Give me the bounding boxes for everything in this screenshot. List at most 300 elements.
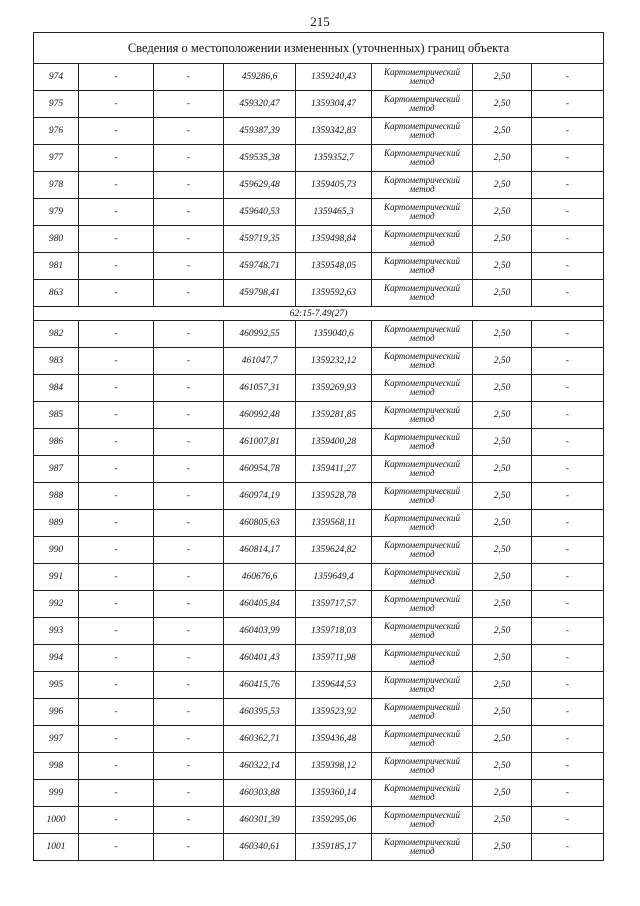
description-cell: -	[532, 645, 604, 672]
method-cell	[372, 118, 473, 145]
description-cell: -	[532, 348, 604, 375]
x-new-cell: 460814,17	[224, 537, 296, 564]
y-new-cell: 1359240,43	[296, 64, 372, 91]
x-old-cell: -	[79, 591, 154, 618]
y-new-cell: 1359400,28	[296, 429, 372, 456]
table-row	[34, 145, 604, 172]
method-line-2: метод	[409, 522, 435, 532]
x-new-cell: 460676,6	[224, 564, 296, 591]
point-number-cell: 986	[34, 429, 79, 456]
y-old-cell: -	[154, 753, 224, 780]
boundary-coordinates-table	[33, 32, 604, 861]
accuracy-cell: 2,50	[473, 375, 532, 402]
accuracy-cell: 2,50	[473, 64, 532, 91]
table-row	[34, 118, 604, 145]
x-old-cell: -	[79, 199, 154, 226]
x-new-cell: 460301,39	[224, 807, 296, 834]
section-heading: 62:15-7.49(27)	[34, 307, 604, 321]
y-new-cell: 1359232,12	[296, 348, 372, 375]
point-number-cell: 985	[34, 402, 79, 429]
y-old-cell: -	[154, 145, 224, 172]
method-line-1: Картометрический	[383, 67, 460, 77]
y-old-cell: -	[154, 199, 224, 226]
method-line-1: Картометрический	[383, 405, 460, 415]
x-old-cell: -	[79, 699, 154, 726]
accuracy-cell: 2,50	[473, 226, 532, 253]
x-new-cell: 461057,31	[224, 375, 296, 402]
method-cell	[372, 348, 473, 375]
table-row	[34, 172, 604, 199]
table-row	[34, 348, 604, 375]
table-row	[34, 753, 604, 780]
x-new-cell: 461007,81	[224, 429, 296, 456]
accuracy-cell: 2,50	[473, 402, 532, 429]
method-cell	[372, 834, 473, 861]
method-line-2: метод	[409, 441, 435, 451]
method-line-2: метод	[409, 495, 435, 505]
point-number-cell: 863	[34, 280, 79, 307]
point-number-cell: 1001	[34, 834, 79, 861]
method-line-1: Картометрический	[383, 351, 460, 361]
accuracy-cell: 2,50	[473, 348, 532, 375]
table-row	[34, 726, 604, 753]
point-number-cell: 981	[34, 253, 79, 280]
description-cell: -	[532, 834, 604, 861]
description-cell: -	[532, 807, 604, 834]
method-line-2: метод	[409, 238, 435, 248]
table-row	[34, 429, 604, 456]
method-line-1: Картометрический	[383, 256, 460, 266]
y-new-cell: 1359568,11	[296, 510, 372, 537]
method-line-1: Картометрический	[383, 648, 460, 658]
point-number-cell: 988	[34, 483, 79, 510]
x-old-cell: -	[79, 172, 154, 199]
method-line-2: метод	[409, 387, 435, 397]
y-old-cell: -	[154, 537, 224, 564]
accuracy-cell: 2,50	[473, 726, 532, 753]
y-new-cell: 1359352,7	[296, 145, 372, 172]
description-cell: -	[532, 753, 604, 780]
description-cell: -	[532, 483, 604, 510]
x-new-cell: 459535,38	[224, 145, 296, 172]
table-row	[34, 618, 604, 645]
point-number-cell: 980	[34, 226, 79, 253]
method-cell	[372, 64, 473, 91]
point-number-cell: 979	[34, 199, 79, 226]
point-number-cell: 975	[34, 91, 79, 118]
method-line-1: Картометрический	[383, 756, 460, 766]
y-old-cell: -	[154, 672, 224, 699]
method-line-1: Картометрический	[383, 202, 460, 212]
table-row	[34, 807, 604, 834]
point-number-cell: 976	[34, 118, 79, 145]
accuracy-cell: 2,50	[473, 564, 532, 591]
method-line-1: Картометрический	[383, 729, 460, 739]
method-cell	[372, 726, 473, 753]
y-old-cell: -	[154, 807, 224, 834]
y-new-cell: 1359342,83	[296, 118, 372, 145]
x-new-cell: 459320,47	[224, 91, 296, 118]
method-line-1: Картометрический	[383, 324, 460, 334]
description-cell: -	[532, 199, 604, 226]
method-line-2: метод	[409, 414, 435, 424]
method-line-2: метод	[409, 576, 435, 586]
point-number-cell: 995	[34, 672, 79, 699]
method-line-2: метод	[409, 333, 435, 343]
x-old-cell: -	[79, 780, 154, 807]
method-line-2: метод	[409, 711, 435, 721]
y-old-cell: -	[154, 64, 224, 91]
accuracy-cell: 2,50	[473, 321, 532, 348]
method-line-2: метод	[409, 103, 435, 113]
x-new-cell: 460401,43	[224, 645, 296, 672]
y-new-cell: 1359405,73	[296, 172, 372, 199]
x-old-cell: -	[79, 118, 154, 145]
table-row	[34, 64, 604, 91]
y-new-cell: 1359649,4	[296, 564, 372, 591]
method-line-2: метод	[409, 792, 435, 802]
method-line-2: метод	[409, 684, 435, 694]
y-old-cell: -	[154, 118, 224, 145]
method-cell	[372, 753, 473, 780]
method-cell	[372, 253, 473, 280]
description-cell: -	[532, 226, 604, 253]
point-number-cell: 997	[34, 726, 79, 753]
x-new-cell: 460954,78	[224, 456, 296, 483]
description-cell: -	[532, 280, 604, 307]
description-cell: -	[532, 618, 604, 645]
description-cell: -	[532, 91, 604, 118]
accuracy-cell: 2,50	[473, 672, 532, 699]
method-line-1: Картометрический	[383, 594, 460, 604]
x-new-cell: 460403,99	[224, 618, 296, 645]
table-row	[34, 780, 604, 807]
y-new-cell: 1359498,84	[296, 226, 372, 253]
method-cell	[372, 429, 473, 456]
method-line-1: Картометрический	[383, 94, 460, 104]
point-number-cell: 990	[34, 537, 79, 564]
method-cell	[372, 145, 473, 172]
description-cell: -	[532, 672, 604, 699]
x-old-cell: -	[79, 402, 154, 429]
table-row	[34, 672, 604, 699]
x-new-cell: 460415,76	[224, 672, 296, 699]
method-line-1: Картометрический	[383, 229, 460, 239]
y-old-cell: -	[154, 780, 224, 807]
y-new-cell: 1359465,3	[296, 199, 372, 226]
method-cell	[372, 456, 473, 483]
y-old-cell: -	[154, 591, 224, 618]
method-line-2: метод	[409, 265, 435, 275]
x-new-cell: 459748,71	[224, 253, 296, 280]
x-old-cell: -	[79, 91, 154, 118]
y-old-cell: -	[154, 564, 224, 591]
x-old-cell: -	[79, 753, 154, 780]
x-old-cell: -	[79, 618, 154, 645]
table-row	[34, 645, 604, 672]
x-old-cell: -	[79, 253, 154, 280]
y-old-cell: -	[154, 726, 224, 753]
method-line-1: Картометрический	[383, 540, 460, 550]
method-cell	[372, 537, 473, 564]
y-new-cell: 1359717,57	[296, 591, 372, 618]
method-line-2: метод	[409, 630, 435, 640]
method-line-1: Картометрический	[383, 567, 460, 577]
method-cell	[372, 280, 473, 307]
description-cell: -	[532, 537, 604, 564]
method-line-2: метод	[409, 360, 435, 370]
y-old-cell: -	[154, 618, 224, 645]
y-new-cell: 1359436,48	[296, 726, 372, 753]
x-new-cell: 460805,63	[224, 510, 296, 537]
y-old-cell: -	[154, 280, 224, 307]
y-new-cell: 1359411,27	[296, 456, 372, 483]
point-number-cell: 984	[34, 375, 79, 402]
point-number-cell: 977	[34, 145, 79, 172]
method-line-1: Картометрический	[383, 459, 460, 469]
method-line-1: Картометрический	[383, 175, 460, 185]
method-cell	[372, 321, 473, 348]
x-old-cell: -	[79, 564, 154, 591]
table-row	[34, 699, 604, 726]
method-line-2: метод	[409, 468, 435, 478]
accuracy-cell: 2,50	[473, 199, 532, 226]
description-cell: -	[532, 172, 604, 199]
description-cell: -	[532, 564, 604, 591]
accuracy-cell: 2,50	[473, 645, 532, 672]
method-line-2: метод	[409, 157, 435, 167]
method-cell	[372, 199, 473, 226]
y-new-cell: 1359711,98	[296, 645, 372, 672]
y-old-cell: -	[154, 834, 224, 861]
accuracy-cell: 2,50	[473, 429, 532, 456]
x-old-cell: -	[79, 280, 154, 307]
x-new-cell: 460974,19	[224, 483, 296, 510]
point-number-cell: 1000	[34, 807, 79, 834]
accuracy-cell: 2,50	[473, 699, 532, 726]
table-row	[34, 456, 604, 483]
x-new-cell: 459629,48	[224, 172, 296, 199]
point-number-cell: 987	[34, 456, 79, 483]
point-number-cell: 974	[34, 64, 79, 91]
page-number: 215	[310, 14, 330, 29]
table-row	[34, 591, 604, 618]
table-row	[34, 375, 604, 402]
method-line-2: метод	[409, 765, 435, 775]
y-new-cell: 1359281,85	[296, 402, 372, 429]
x-old-cell: -	[79, 226, 154, 253]
method-cell	[372, 699, 473, 726]
point-number-cell: 982	[34, 321, 79, 348]
method-line-1: Картометрический	[383, 810, 460, 820]
method-cell	[372, 807, 473, 834]
table-row	[34, 199, 604, 226]
table-row	[34, 564, 604, 591]
table-row	[34, 537, 604, 564]
y-old-cell: -	[154, 429, 224, 456]
description-cell: -	[532, 699, 604, 726]
x-new-cell: 460992,55	[224, 321, 296, 348]
table-row	[34, 253, 604, 280]
method-line-1: Картометрический	[383, 621, 460, 631]
method-line-2: метод	[409, 846, 435, 856]
method-cell	[372, 510, 473, 537]
y-old-cell: -	[154, 253, 224, 280]
method-line-2: метод	[409, 184, 435, 194]
description-cell: -	[532, 591, 604, 618]
table-row	[34, 321, 604, 348]
y-new-cell: 1359624,82	[296, 537, 372, 564]
method-line-1: Картометрический	[383, 702, 460, 712]
point-number-cell: 996	[34, 699, 79, 726]
method-cell	[372, 645, 473, 672]
method-line-1: Картометрический	[383, 675, 460, 685]
table-row	[34, 483, 604, 510]
x-new-cell: 460322,14	[224, 753, 296, 780]
table-row	[34, 226, 604, 253]
y-new-cell: 1359360,14	[296, 780, 372, 807]
accuracy-cell: 2,50	[473, 780, 532, 807]
method-line-1: Картометрический	[383, 148, 460, 158]
method-line-2: метод	[409, 76, 435, 86]
x-old-cell: -	[79, 672, 154, 699]
y-old-cell: -	[154, 456, 224, 483]
x-new-cell: 459387,39	[224, 118, 296, 145]
method-line-1: Картометрический	[383, 783, 460, 793]
accuracy-cell: 2,50	[473, 483, 532, 510]
method-line-1: Картометрический	[383, 121, 460, 131]
description-cell: -	[532, 64, 604, 91]
description-cell: -	[532, 145, 604, 172]
method-line-2: метод	[409, 292, 435, 302]
x-new-cell: 459286,6	[224, 64, 296, 91]
x-old-cell: -	[79, 807, 154, 834]
point-number-cell: 994	[34, 645, 79, 672]
method-cell	[372, 564, 473, 591]
table-row	[34, 402, 604, 429]
y-new-cell: 1359528,78	[296, 483, 372, 510]
method-cell	[372, 226, 473, 253]
x-old-cell: -	[79, 456, 154, 483]
method-line-2: метод	[409, 549, 435, 559]
x-old-cell: -	[79, 64, 154, 91]
x-new-cell: 461047,7	[224, 348, 296, 375]
accuracy-cell: 2,50	[473, 591, 532, 618]
y-old-cell: -	[154, 91, 224, 118]
accuracy-cell: 2,50	[473, 618, 532, 645]
y-new-cell: 1359040,6	[296, 321, 372, 348]
table-row	[34, 834, 604, 861]
accuracy-cell: 2,50	[473, 807, 532, 834]
method-line-2: метод	[409, 603, 435, 613]
method-line-2: метод	[409, 211, 435, 221]
accuracy-cell: 2,50	[473, 118, 532, 145]
x-new-cell: 460992,48	[224, 402, 296, 429]
method-cell	[372, 91, 473, 118]
description-cell: -	[532, 402, 604, 429]
description-cell: -	[532, 726, 604, 753]
method-cell	[372, 618, 473, 645]
x-old-cell: -	[79, 375, 154, 402]
point-number-cell: 992	[34, 591, 79, 618]
method-line-1: Картометрический	[383, 513, 460, 523]
x-old-cell: -	[79, 145, 154, 172]
method-line-2: метод	[409, 819, 435, 829]
y-new-cell: 1359718,03	[296, 618, 372, 645]
method-cell	[372, 402, 473, 429]
x-old-cell: -	[79, 645, 154, 672]
y-old-cell: -	[154, 510, 224, 537]
y-old-cell: -	[154, 226, 224, 253]
point-number-cell: 998	[34, 753, 79, 780]
accuracy-cell: 2,50	[473, 456, 532, 483]
y-new-cell: 1359185,17	[296, 834, 372, 861]
x-old-cell: -	[79, 429, 154, 456]
method-line-1: Картометрический	[383, 378, 460, 388]
y-old-cell: -	[154, 483, 224, 510]
description-cell: -	[532, 429, 604, 456]
accuracy-cell: 2,50	[473, 91, 532, 118]
table-title-row	[34, 33, 604, 64]
description-cell: -	[532, 780, 604, 807]
method-cell	[372, 591, 473, 618]
x-new-cell: 460405,84	[224, 591, 296, 618]
table-title: Сведения о местоположении измененных (уточненных) границ объекта	[34, 33, 604, 64]
y-new-cell: 1359295,06	[296, 807, 372, 834]
x-new-cell: 460303,88	[224, 780, 296, 807]
point-number-cell: 999	[34, 780, 79, 807]
y-old-cell: -	[154, 348, 224, 375]
point-number-cell: 983	[34, 348, 79, 375]
y-old-cell: -	[154, 375, 224, 402]
method-line-1: Картометрический	[383, 837, 460, 847]
y-new-cell: 1359644,53	[296, 672, 372, 699]
y-new-cell: 1359269,93	[296, 375, 372, 402]
table-row	[34, 280, 604, 307]
accuracy-cell: 2,50	[473, 510, 532, 537]
accuracy-cell: 2,50	[473, 253, 532, 280]
y-new-cell: 1359304,47	[296, 91, 372, 118]
y-old-cell: -	[154, 321, 224, 348]
x-old-cell: -	[79, 483, 154, 510]
x-old-cell: -	[79, 726, 154, 753]
point-number-cell: 993	[34, 618, 79, 645]
accuracy-cell: 2,50	[473, 145, 532, 172]
description-cell: -	[532, 456, 604, 483]
accuracy-cell: 2,50	[473, 753, 532, 780]
x-new-cell: 460340,61	[224, 834, 296, 861]
method-line-1: Картометрический	[383, 283, 460, 293]
accuracy-cell: 2,50	[473, 172, 532, 199]
point-number-cell: 989	[34, 510, 79, 537]
x-new-cell: 459719,35	[224, 226, 296, 253]
x-old-cell: -	[79, 510, 154, 537]
y-old-cell: -	[154, 402, 224, 429]
table-row	[34, 91, 604, 118]
x-old-cell: -	[79, 537, 154, 564]
y-old-cell: -	[154, 645, 224, 672]
y-new-cell: 1359548,05	[296, 253, 372, 280]
accuracy-cell: 2,50	[473, 280, 532, 307]
accuracy-cell: 2,50	[473, 834, 532, 861]
description-cell: -	[532, 253, 604, 280]
method-cell	[372, 172, 473, 199]
method-line-2: метод	[409, 657, 435, 667]
method-cell	[372, 483, 473, 510]
method-line-1: Картометрический	[383, 432, 460, 442]
x-new-cell: 459640,53	[224, 199, 296, 226]
accuracy-cell: 2,50	[473, 537, 532, 564]
